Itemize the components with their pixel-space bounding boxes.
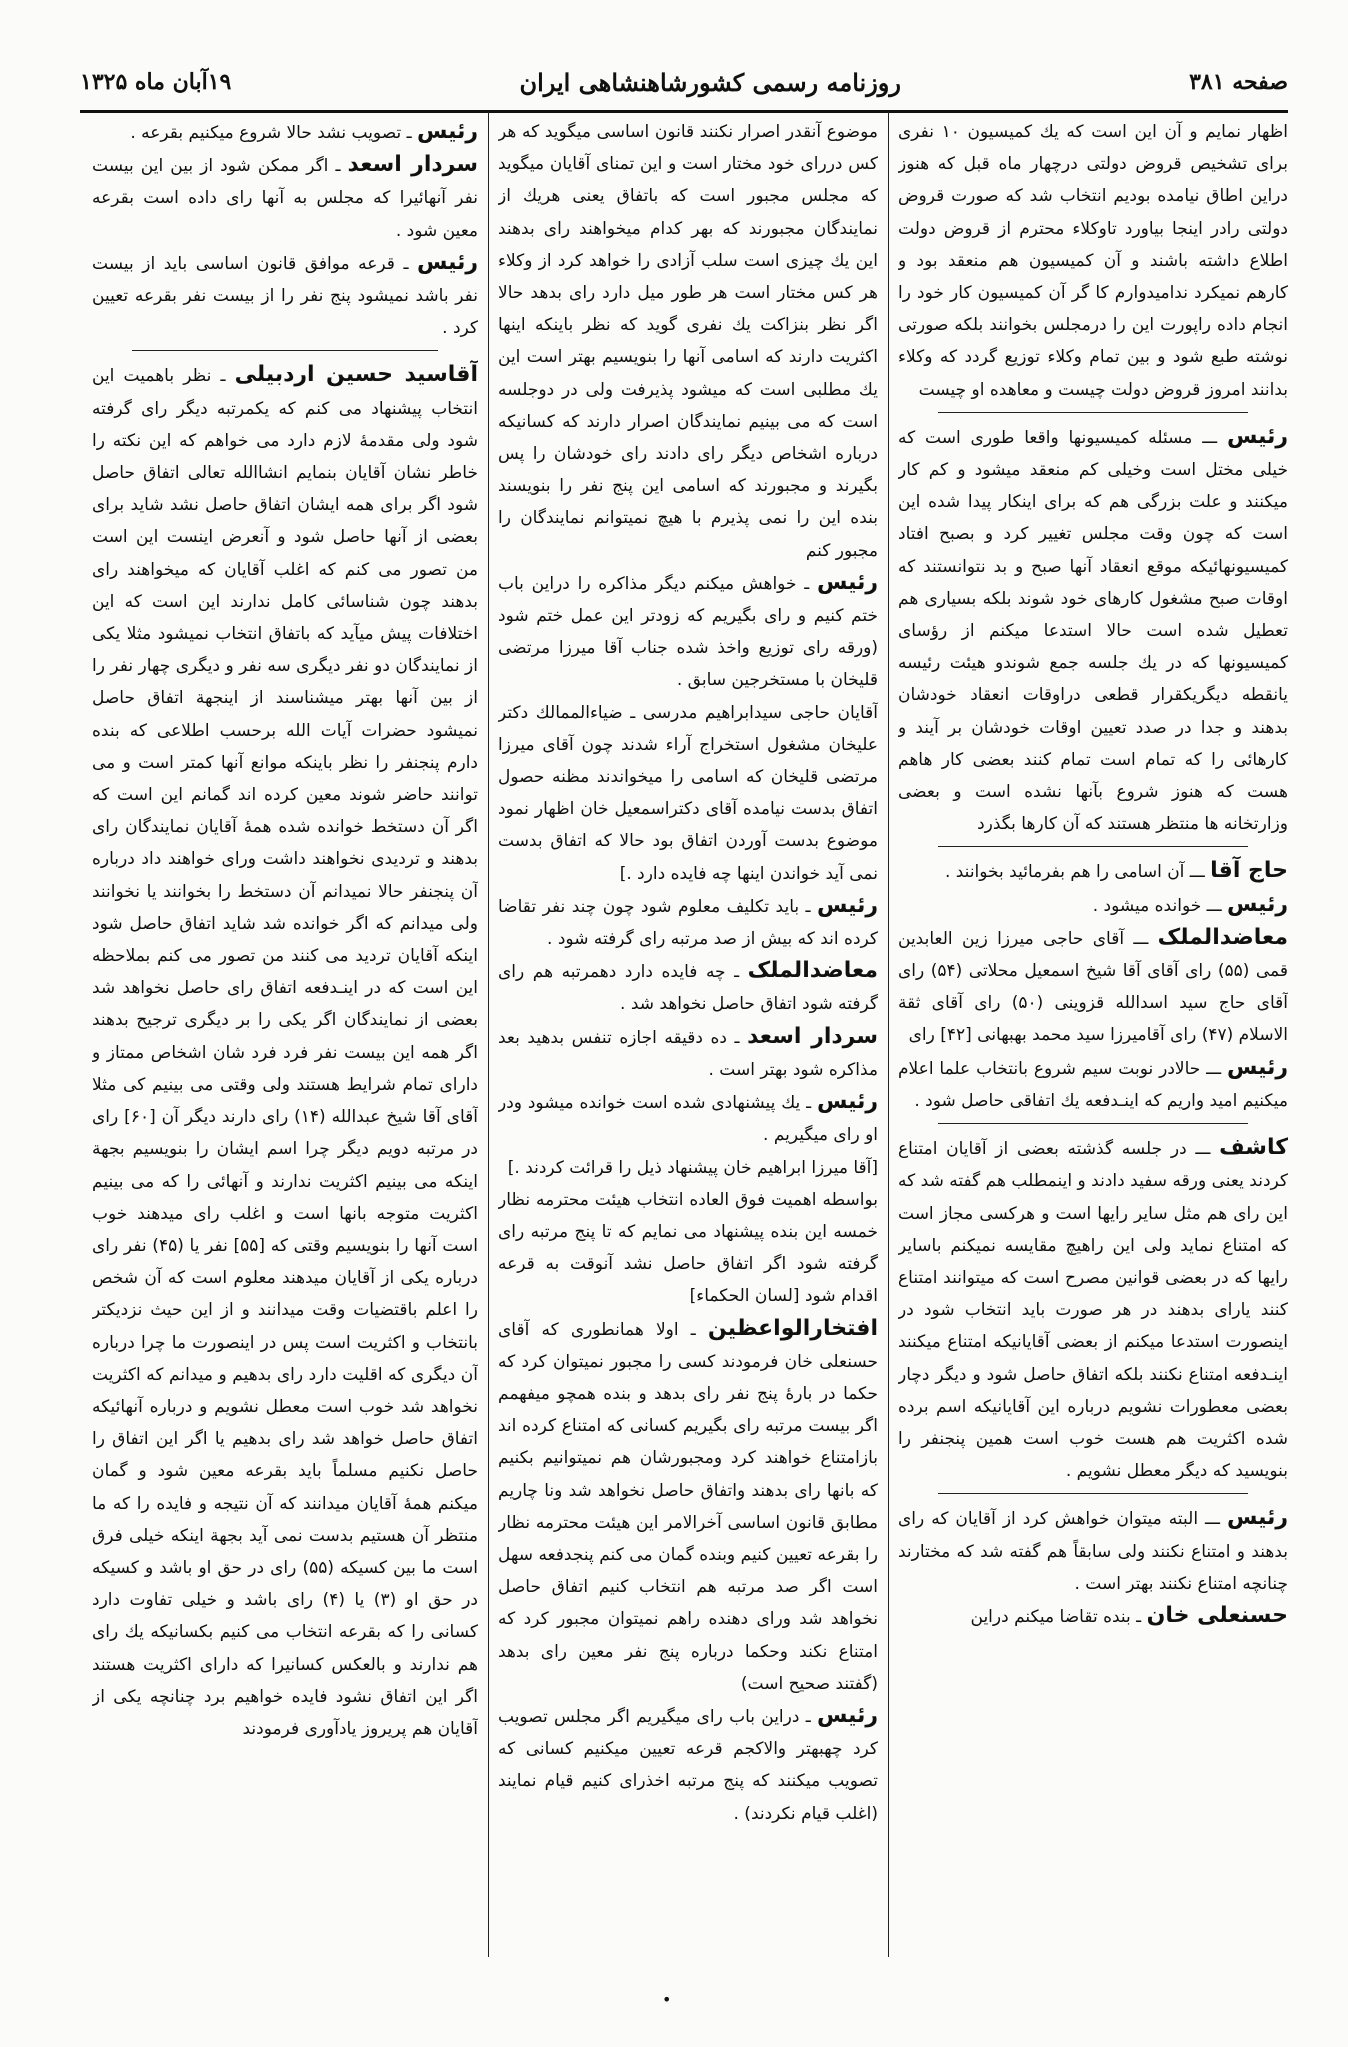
speaker-name: رئیس [416, 119, 478, 144]
paragraph: حسنعلی خان ـ بنده تقاضا میکنم دراین [970, 1602, 1288, 1628]
speaker-name: رئیس [816, 569, 878, 595]
paragraph: [آقا میرزا ابراهیم خان پیشنهاد ذیل را قرائت کردند .] [507, 1157, 878, 1178]
speaker-name: رئیس [1226, 891, 1288, 917]
speaker-name: رئیس [1226, 423, 1288, 449]
paragraph: آقاسید حسین اردبیلی ـ نظر باهمیت این انتخاب پیشنهاد می کنم که یکمرتبه دیگر رای گرفته شود ولی مقدمهٔ لازم دارد می خواهم که این نکته را خاطر نشان آقایان بنمایم انشاالله تعالی اتفاق حاصل شود اگر برای همه ایشان اتفاق حاصل نشد شاید برای بعضی از آنها حاصل شود و آنعرض اینست این است من تصور می کنم که اغلب آقایان که میخواهند رای بدهند چون شناسائی کامل ندارند این است که این اختلافات پیش میآید که باتفاق انتخاب نمیشود مثلا یکی از نمایندگان دو نفر دیگری سه نفر و دیگری چهار نفر را از بین آنها بهتر میشناسند از اینجهة اتفاق حاصل نمیشود حضرات آیات الله برحسب اطلاعی که بنده دارم پنجنفر را نظر باینکه موانع آنها کمتر است و می توانند حاضر شوند معین کرده اند گمانم این است که اگر آن دستخط خوانده شده همهٔ آقایان نمایندگان رای بدهند و تردیدی نخواهند داشت ورای خواهند داد درباره آن پنجنفر حالا نمیدانم آن دستخط را بخوانند یا نخوانند ولی میدانم که اگر خوانده شد شاید اتفاق حاصل شود اینکه آقایان تردید می کنند من تصور می کنم بملاحظه این است که در اینـدفعه اتفاق رای حاصل نخواهد شد بعضی از نمایندگان اگر یکی را بر دیگری ترجیح بدهند اگر همه این بیست نفر فرد فرد شان اشخاص ممتاز و دارای تمام شرایط هستند ولی وقتی می بینیم کی مثلا آقای آقا شیخ عبدالله (۱۴) رای دارند دیگر آن [۶۰] رای در مرتبه دویم دیگر چرا اسم ایشان را بنویسیم بجهة اینکه می بینیم اکثریت ندارند و آنهائی را که می بینیم اکثریت متوجه بانها است و اغلب رای میدهند خوب است آنها را بنویسیم وقتی که [۵۵] نفر یا (۴۵) نفر رای درباره یکی از آقایان میدهند معلوم است که آن شخص را اعلم باقتضیات وقت میدانند و از این حیث نزدیکتر بانتخاب و اکثریت است پس در اینصورت ما چرا درباره آن دیگری که اقلیت دارد رای بدهیم و میدانم که اکثریت نخواهد شد خوب است معطل نشویم و درباره آنهائیکه اتفاق حاصل خواهد شد رای بدهیم یا اگر این اتفاق را حاصل نکنیم مسلماً باید بقرعه معین شود و گمان میکنم همهٔ آقایان میدانند که آن نتیجه و فایده را که ما منتظر آن هستیم بدست نمی آید بجهة اینکه خیلی فرق است ما بین کسیکه (۵۵) رای در حق او باشد و کسیکه در حق او (۳) یا (۴) رای باشد و خیلی تفاوت دارد کسانی را که بقرعه انتخاب می کنیم بکسانیکه یك رای هم ندارند و بالعکس کسانیرا که دارای اکثریت هستند اگر این اتفاق نشود فایده خواهیم برد چنانچه یکی از آقایان هم پریروز یادآوری فرمودند [92, 362, 478, 1739]
column-left [92, 116, 478, 1957]
paragraph: بواسطه اهمیت فوق العاده انتخاب هیئت محترمه نظار خمسه این بنده پیشنهاد می نمایم که تا پنج مرتبه رای گرفته شود اگر اتفاق حاصل نشد آنوقت به قرعه اقدام شود [لسان الحکماء] [498, 1189, 878, 1307]
speaker-name: معاضدالملک [1157, 924, 1288, 950]
paragraph: رئیس ـ تصویب نشد حالا شروع میکنیم بقرعه . [130, 119, 478, 144]
paragraph: رئیس ـــ مسئله کمیسیونها واقعا طوری است که خیلی مختل است وخیلی کم منعقد میشود و کم کار میکنند و علت بزرگی هم که برای اینکار پیدا شده این است که چون وقت مجلس تغییر کرد و بصبح افتاد کمیسیونهائیکه موقع انعقاد آنها صبح و بد نتوانستند که اوقات صبح مشغول کارهای خود شوند بلکه بسیاری هم تعطیل شده است حالا استدعا میکنم از رؤسای کمیسیونها که در یك جلسه جمع شوندو هیئت رئیسه یانقطه دیگریکقرار قطعی دراوقات انعقاد خودشان بدهند و جدا در صدد تعیین اوقات خودشان بر آیند و کارهائی را که تمام است تمام کنند بعضی کار هاهم هست که هنوز شروع بآنها نشده است و بعضی وزارتخانه ها منتظر هستند که آن کارها بگذرد [898, 423, 1288, 835]
speaker-name: رئیس [1227, 1054, 1288, 1080]
speaker-name: حسنعلی خان [1146, 1602, 1288, 1628]
paragraph: حاج آقا ـــ آن اسامی را هم بفرمائید بخوانند . [944, 858, 1288, 884]
speaker-name: سردار اسعد [347, 152, 478, 178]
divider [938, 1123, 1248, 1124]
paragraph: رئیس ـ خواهش میکنم دیگر مذاکره را دراین باب ختم کنیم و رای بگیریم که زودتر این عمل ختم شود (ورقه رای توزیع واخذ شده جناب آقا میرزا مرتضی قلیخان با مستخرجین سابق . [498, 569, 878, 691]
divider [132, 350, 438, 351]
speaker-name: رئیس [1226, 1505, 1288, 1531]
header-rule [80, 110, 1288, 113]
paragraph: موضوع آنقدر اصرار نکنند قانون اساسی میگوید که هر کس دررای خود مختار است و این تمنای آقایان میگوید که مجلس مجبور است که باتفاق یعنی هریك از نمایندگان مجبورند که بهر کدام میخواهند رای بدهند این یك چیزی است سلب آزادی را خواهد کرد از وکلاء هر کس مختار است هر طور میل دارد رای بدهد حالا اگر نظر بنزاکت یك نفری گوید که نظر باینکه اینها اکثریت دارند که اسامی آنها را بنویسیم بهتر است این یك مطلبی است که میشود پذیرفت ولی در دوجلسه است که می بینیم نمایندگان اصرار دارند که کسانیکه درباره اشخاص دیگر رای دادند رای خودشان را پس بگیرند و مجبورند که اسامی این پنج نفر را بنویسند بنده این را نمی پذیرم با هیچ نمیتوانم نمایندگان را مجبور کنم [498, 122, 878, 561]
paragraph: رئیس ـــ حالادر نوبت سیم شروع بانتخاب علما اعلام میکنیم امید واریم که اینـدفعه یك اتفاقی حاصل شود . [898, 1054, 1288, 1111]
paragraph: سردار اسعد ـ ده دقیقه اجازه تنفس بدهید بعد مذاکره شود بهتر است . [498, 1023, 878, 1080]
speaker-name: رئیس [817, 892, 878, 918]
divider [938, 412, 1248, 413]
speaker-name: رئیس [817, 1089, 878, 1115]
paragraph: معاضدالملک ـــ آقای حاجی میرزا زین العابدین قمی (۵۵) رای آقای آقا شیخ اسمعیل محلاتی (۵۴) رای آقای حاج سید اسدالله قزوینی (۵۰) رای آقای ثقة الاسلام (۴۷) رای آقامیرزا سید محمد بهبهانی [۴۲] رای [898, 924, 1288, 1046]
newspaper-title: روزنامه رسمی کشورشاهنشاهی ایران [519, 67, 901, 97]
paragraph: رئیس ـ دراین باب رای میگیریم اگر مجلس تصویب کرد چهبهتر والاکجم قرعه تعیین میکنیم کسانی که تصویب میکنند که پنج مرتبه اخذرای کنیم قیام نمایند (اغلب قیام نکردند) . [498, 1702, 878, 1824]
paragraph: رئیس ـ قرعه موافق قانون اساسی باید از بیست نفر باشد نمیشود پنج نفر را از بیست نفر بقرعه تعیین کرد . [92, 249, 478, 339]
speaker-name: رئیس [416, 249, 478, 275]
paragraph: اظهار نمایم و آن این است که یك کمیسیون ۱۰ نفری برای تشخیص قروض دولتی درچهار ماه قبل که هنوز دراین اطاق نیامده بودیم انتخاب شد که صورت قروض دولتی رادر اینجا بیاورد تاوکلاء محترم از قروض دولت اطلاع داشته باشند و آن کمیسیون هم منعقد بود و کارهم نمیکرد ندامیدوارم کا گر آن کمیسیون کار خود را انجام داده راپورت این را درمجلس بخوانند بلکه صورتی نوشته طبع شود و بین تمام وکلاء توزیع گردد که وکلاء بدانند امروز قروض دولت چیست و معاهده او چیست [898, 122, 1288, 400]
paragraph: کاشف ـــ در جلسه گذشته بعضی از آقایان امتناع کردند یعنی ورقه سفید دادند و اینمطلب هم گفته شد که این رای هم مثل سایر رایها است و هرکسی مجاز است که امتناع نماید ولی این راهیچ مقایسه نمیکنم باسایر رایها که در بعضی قوانین مصرح است که میتوانند امتناع کنند یارای بدهند در هر صورت باید انتخاب شود در اینصورت استدعا میکنم از بعضی آقایانیکه امتناع میکنند اینـدفعه امتناع نکنند بلکه اتفاق حاصل شود و دیگر دچار بعضی معطورات نشویم درباره این آقایانیکه اسم برده شده اکثریت هم هست خوب است همین پنجنفر را بنویسید که دیگر معطل نشویم . [898, 1135, 1288, 1482]
column-middle [498, 116, 878, 1957]
paragraph: افتخارالواعظین ـ اولا همانطوری که آقای حسنعلی خان فرمودند کسی را مجبور نمیتوان کرد که حکما در بارهٔ پنج نفر رای بدهد و بنده همچو میفهمم اگر بیست مرتبه رای بگیریم کسانی که امتناع کرده اند بازامتناع خواهند کرد ومجبورشان هم نمیتوانیم بکنیم که بانها رای بدهند واتفاق حاصل نخواهد شد ونا چاریم مطابق قانون اساسی آخرالامر این هیئت محترمه نظار را بقرعه تعیین کنیم وبنده گمان می کنم پنجدفعه سهل است اگر صد مرتبه هم انتخاب کنیم اتفاق حاصل نخواهد شد ورای دهنده راهم نمیتوان مجبور کرد که امتناع نکند وحکما درباره پنج نفر معین رای بدهد (گفتند صحیح است) [498, 1315, 878, 1694]
paragraph: رئیس ـ باید تکلیف معلوم شود چون چند نفر تقاضا کرده اند که بیش از صد مرتبه رای گرفته شود . [498, 892, 878, 950]
column-divider-left [488, 112, 489, 1957]
column-divider-right [888, 112, 889, 1957]
divider [938, 846, 1248, 847]
paragraph: رئیس ـــ خوانده میشود . [1092, 891, 1288, 917]
speaker-name: کاشف [1219, 1135, 1288, 1161]
speaker-name: حاج آقا [1210, 858, 1288, 884]
speaker-name: آقاسید حسین اردبیلی [234, 362, 478, 388]
paragraph: معاضدالملک ـ چه فایده دارد دهمرتبه هم رای گرفته شود اتفاق حاصل نخواهد شد . [498, 958, 878, 1015]
paragraph: سردار اسعد ـ اگر ممکن شود از بین این بیست نفر آنهائیرا که مجلس به آنها رای داده است بقرعه معین شود . [92, 152, 478, 241]
issue-date: ۱۹آبان ماه ۱۳۲۵ [80, 69, 232, 95]
speaker-name: رئیس [816, 1702, 878, 1728]
footer-mark: • [662, 1990, 672, 2009]
paragraph: آقایان حاجی سیدابراهیم مدرسی ـ ضیاءالممالك دکتر علیخان مشغول استخراج آراء شدند چون آقای میرزا مرتضی قلیخان که اسامی را میخواندند مظنه حصول اتفاق بدست نیامده آقای دکتراسمعیل خان اظهار نمود موضوع بدست آوردن اتفاق بود حالا که اتفاق بدست نمی آید خواندن اینها چه فایده دارد .] [498, 702, 878, 884]
page-number: صفحه ۳۸۱ [1189, 69, 1288, 95]
speaker-name: افتخارالواعظین [707, 1315, 878, 1341]
paragraph: رئیس ـــ البته میتوان خواهش کرد از آقایان که رای بدهند و امتناع نکنند ولی سابقاً هم گفته شد که مختارند چنانچه امتناع نکنند بهتر است . [898, 1505, 1288, 1594]
speaker-name: سردار اسعد [747, 1023, 878, 1049]
paragraph: رئیس ـ یك پیشنهادی شده است خوانده میشود ودر او رای میگیریم . [498, 1089, 878, 1146]
page-header [80, 52, 1288, 112]
divider [938, 1493, 1248, 1494]
speaker-name: معاضدالملک [747, 958, 878, 984]
column-right [898, 116, 1288, 1957]
